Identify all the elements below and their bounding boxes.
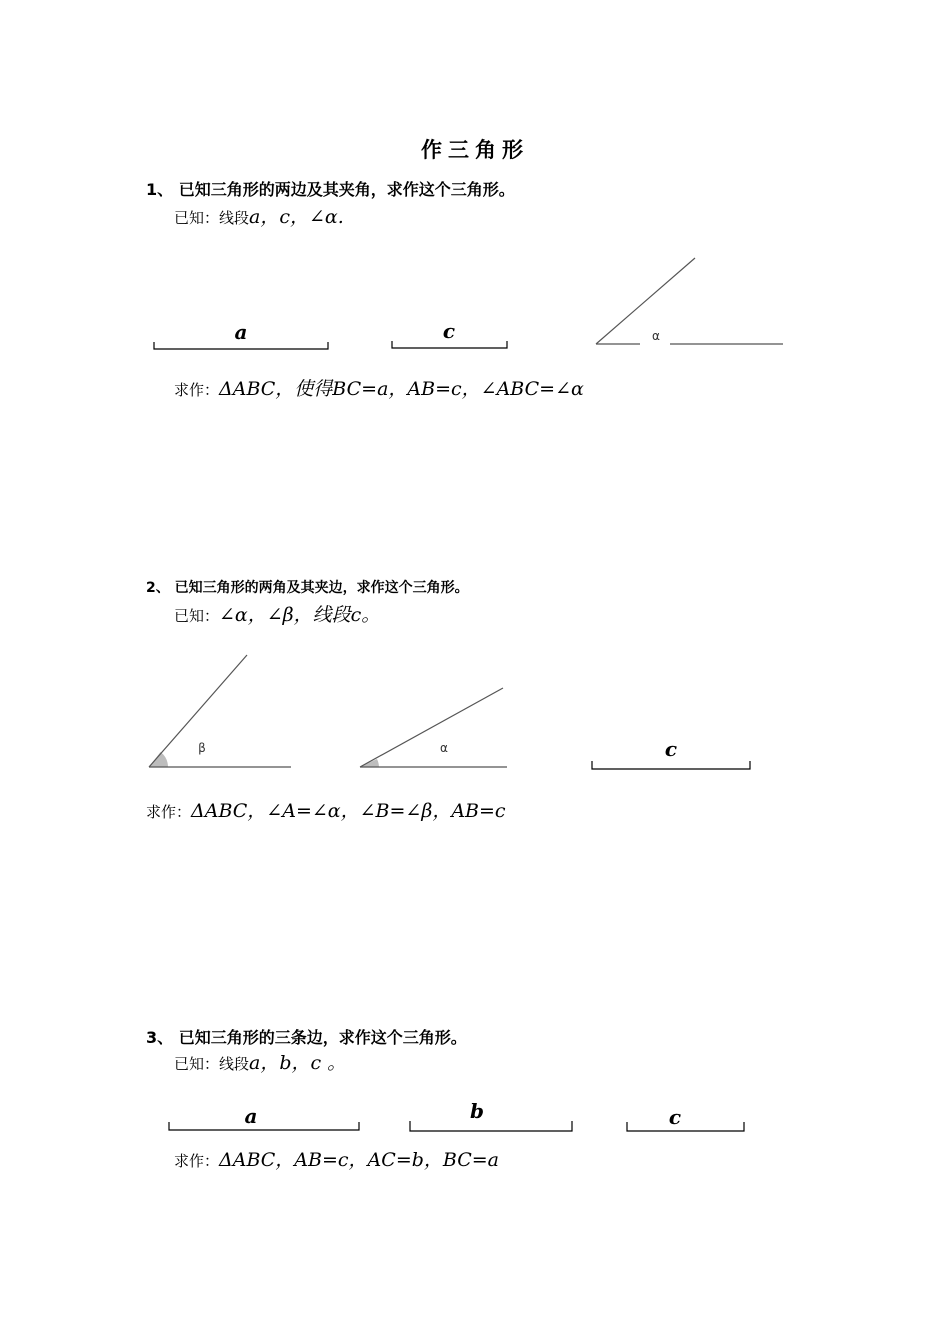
q2-angle-alpha [360,688,507,767]
q3-segment-b-label: b [470,1099,484,1123]
q3-segment-a-label: a [244,1104,258,1128]
q2-given-prefix: 已知： [174,607,220,625]
q2-given-math: ∠α，∠β，线段c。 [219,604,381,626]
q3-req-prefix: 求作： [174,1152,220,1170]
q2-req-math: ΔABC，∠A=∠α，∠B=∠β，AB=c [191,800,506,822]
q3-given-prefix: 已知：线段 [174,1055,250,1073]
q1-segment-a-label: a [234,320,248,344]
q1-req-math: ΔABC，使得BC=a，AB=c，∠ABC=∠α [219,378,584,400]
page-title: 作三角形 [421,138,529,162]
q2-req-prefix: 求作： [146,803,192,821]
q1-angle-alpha-label: α [652,329,660,343]
q3-segment-b [410,1121,572,1131]
q1-given-math: a，c，∠α. [249,206,344,228]
q3-segment-c [627,1122,744,1131]
q2-heading: 2、 已知三角形的两角及其夹边，求作这个三角形。 [146,580,469,596]
q2-segment-c [592,761,750,769]
q3-segment-a [169,1122,359,1130]
q3-heading: 3、 已知三角形的三条边，求作这个三角形。 [146,1028,467,1047]
q1-req-prefix: 求作： [174,381,220,399]
q3-given-math: a，b，c 。 [249,1052,347,1074]
q3-req-math: ΔABC，AB=c，AC=b，BC=a [219,1149,499,1171]
q2-segment-c-label: c [664,737,678,761]
q1-segment-c-label: c [442,319,456,343]
q2-angle-beta [149,655,291,767]
q1-given-prefix: 已知：线段 [174,209,250,227]
q2-angle-alpha-label: α [440,741,448,755]
q2-angle-beta-label: β [198,741,206,755]
q1-heading: 1、 已知三角形的两边及其夹角，求作这个三角形。 [146,180,515,199]
q1-angle-alpha [596,258,783,344]
q3-segment-c-label: c [668,1105,682,1129]
